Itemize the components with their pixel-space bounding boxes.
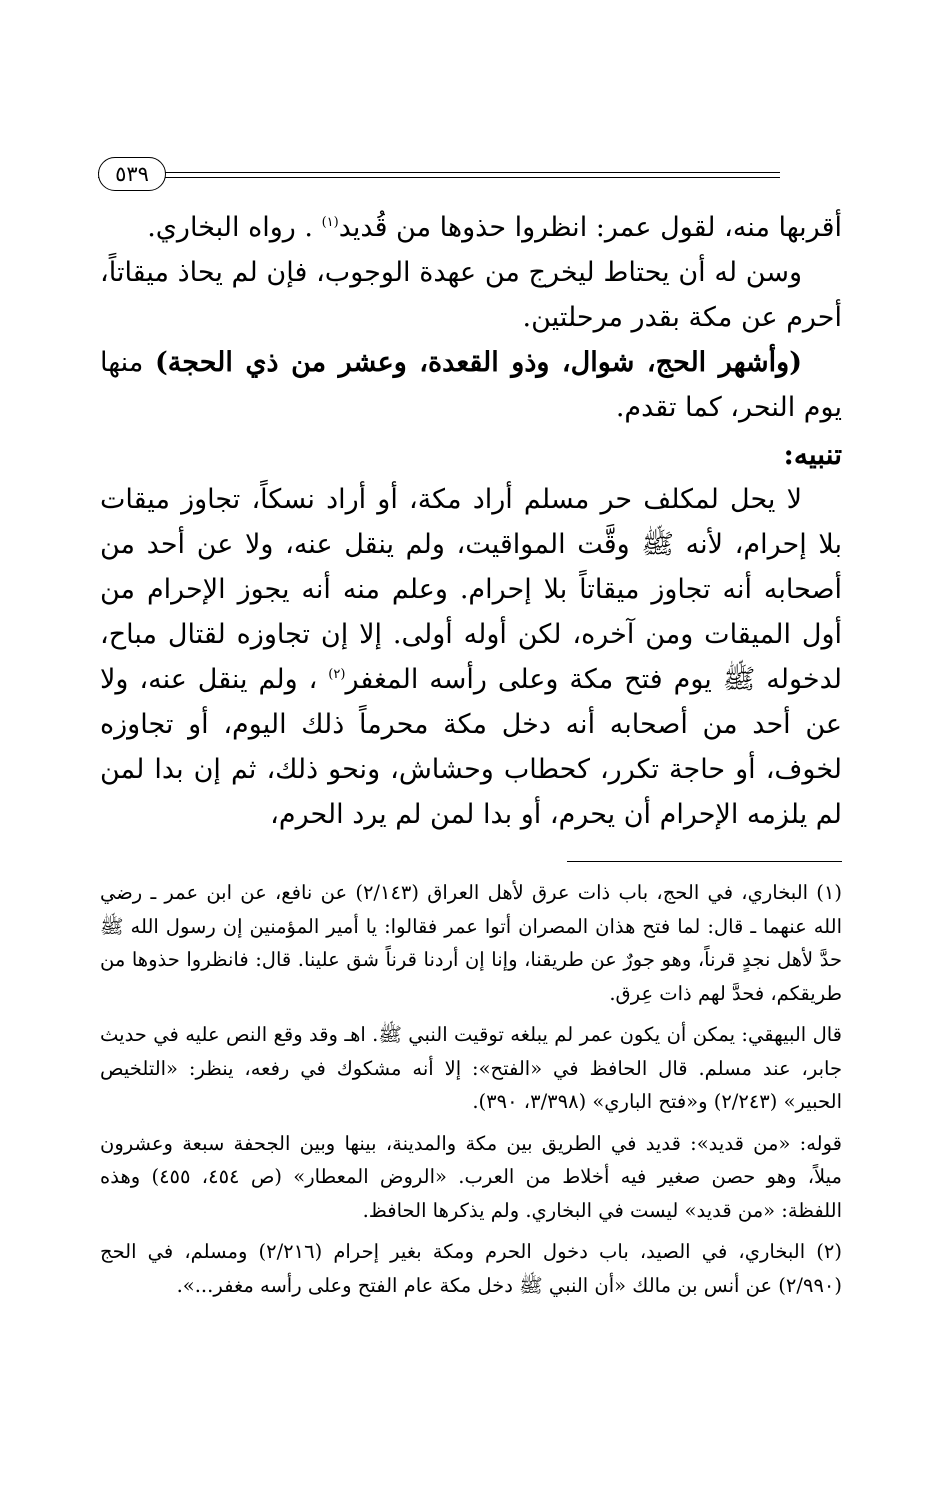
footnote-1: (١) البخاري، في الحج، باب ذات عرق لأهل العراق (٢/١٤٣) عن نافع، عن ابن عمر ـ رضي الله عنهما ـ قال: لما فتح هذان المصران أتوا عمر فقالوا: يا أمير المؤمنين إن رسول الله ﷺ حدَّ لأهل نجدٍ قرناً، وهو جورٌ عن طريقنا، وإنا إن أردنا قرناً شق علينا. قال: فانظروا حذوها من طريقكم، فحدَّ لهم ذات عِرق. (100, 881, 842, 1005)
footnote-2: (٢) البخاري، في الصيد، باب دخول الحرم ومكة بغير إحرام (٢/٢١٦) ومسلم، في الحج (٢/٩٩٠) عن أنس بن مالك «أن النبي ﷺ دخل مكة عام الفتح وعلى رأسه مغفر...». (100, 1240, 842, 1297)
paragraph-4-text-b: ، ولم ينقل عنه، ولا عن أحد من أصحابه أنه دخل مكة محرماً ذلك اليوم، أو تجاوزه لخوف، أو حاجة تكرر، كحطاب وحشاش، ونحو ذلك، ثم إن بدا لمن لم يلزمه الإحرام أن يحرم، أو بدا لمن لم يرد الحرم، (100, 664, 842, 830)
paragraph-3-rest: منها يوم النحر، كما تقدم. (100, 347, 842, 423)
section-heading: تنبيه: (783, 438, 842, 471)
paragraph-2: وسن له أن يحتاط ليخرج من عهدة الوجوب، فإن لم يحاذ ميقاتاً، أحرم عن مكة بقدر مرحلتين. (100, 257, 842, 333)
paragraph-4 (100, 477, 842, 837)
footnotes (100, 876, 842, 1302)
footnote-divider (567, 861, 842, 862)
header-rule-top (98, 172, 780, 173)
footnote-1-qudayd: قوله: «من قديد»: قديد في الطريق بين مكة والمدينة، بينها وبين الجحفة سبعة وعشرون ميلاً، وهو حصن صغير فيه أخلاط من العرب. «الروض المعطار» (ص ٤٥٤، ٤٥٥) وهذه اللفظة: «من قديد» ليست في البخاري. ولم يذكرها الحافظ. (100, 1131, 842, 1222)
paragraph-4-text-a: لا يحل لمكلف حر مسلم أراد مكة، أو أراد نسكاً، تجاوز ميقات بلا إحرام، لأنه ﷺ وقَّت المواقيت، ولم ينقل عنه، ولا عن أحد من أصحابه أنه تجاوز ميقاتاً بلا إحرام. وعلم منه أنه يجوز الإحرام من أول الميقات ومن آخره، لكن أوله أولى. إلا إن تجاوزه لقتال مباح، لدخوله ﷺ يوم فتح مكة وعلى رأسه المغفر (100, 484, 843, 695)
page-number: ٥٣٩ (98, 157, 166, 191)
paragraph-1-end: . رواه البخاري. (147, 212, 322, 243)
page-header (98, 155, 848, 195)
header-rule-bottom (98, 177, 780, 178)
paragraph-1 (100, 205, 842, 250)
paragraph-1-text: أقربها منه، لقول عمر: انظروا حذوها من قُديد (338, 212, 842, 243)
months-of-hajj-bold: (وأشهر الحج، شوال، وذو القعدة، وعشر من ذي الحجة) (155, 347, 802, 378)
main-text (100, 205, 842, 837)
footnote-ref-2: (٢) (328, 667, 346, 682)
footnote-1-bayhaqi: قال البيهقي: يمكن أن يكون عمر لم يبلغه توقيت النبي ﷺ. اهـ وقد وقع النص عليه في حديث جابر، عند مسلم. قال الحافظ في «الفتح»: إلا أنه مشكوك في رفعه، ينظر: «التلخيص الحبير» (٢/٢٤٣) و«فتح الباري» (٣/٣٩٨، ٣٩٠). (100, 1023, 842, 1113)
paragraph-3 (100, 340, 842, 430)
footnote-ref-1: (١) (321, 215, 339, 230)
